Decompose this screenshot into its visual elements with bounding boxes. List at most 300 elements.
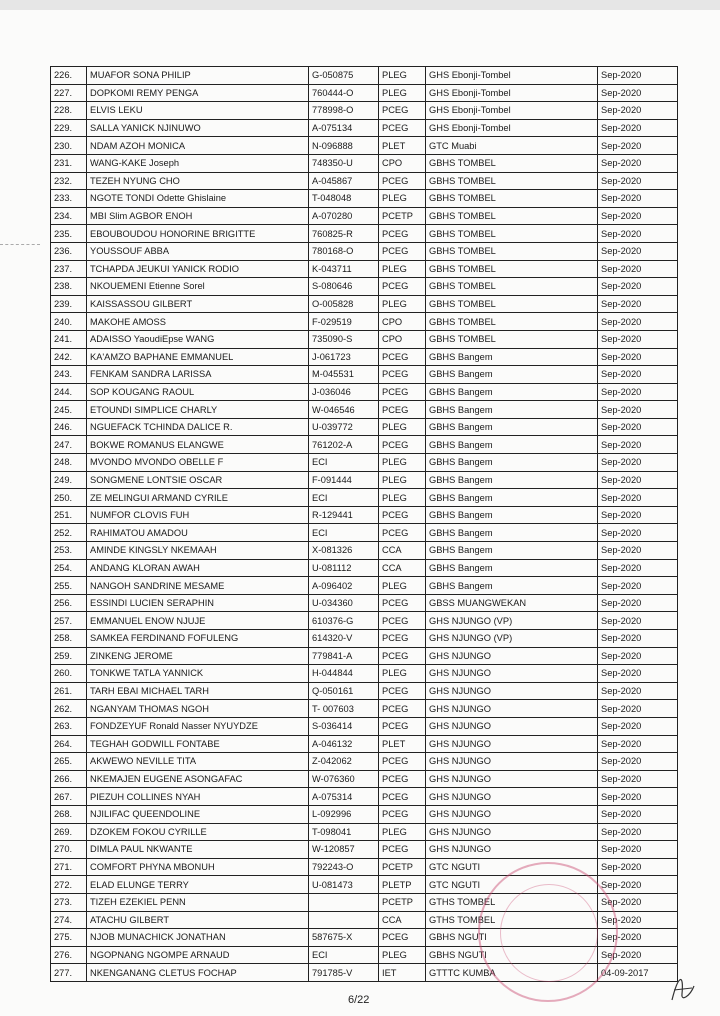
table-row (51, 700, 678, 718)
row-number-cell: 253. (51, 542, 87, 560)
matricule-cell (309, 911, 379, 929)
school-cell: GHS Ebonji-Tombel (426, 119, 598, 137)
school-cell: GBHS TOMBEL (426, 330, 598, 348)
effective-date-cell: Sep-2020 (598, 770, 678, 788)
school-cell: GBHS Bangem (426, 454, 598, 472)
row-number-cell: 242. (51, 348, 87, 366)
effective-date-cell: Sep-2020 (598, 506, 678, 524)
grade-cell: PLET (379, 137, 426, 155)
school-cell: GBHS Bangem (426, 436, 598, 454)
margin-mark (0, 244, 40, 247)
school-cell: GTC NGUTI (426, 858, 598, 876)
table-row (51, 418, 678, 436)
row-number-cell: 273. (51, 893, 87, 911)
effective-date-cell: Sep-2020 (598, 119, 678, 137)
row-number-cell: 241. (51, 330, 87, 348)
table-row (51, 805, 678, 823)
row-number-cell: 232. (51, 172, 87, 190)
school-cell: GBHS Bangem (426, 542, 598, 560)
table-row (51, 612, 678, 630)
row-number-cell: 235. (51, 225, 87, 243)
row-number-cell: 249. (51, 471, 87, 489)
row-number-cell: 245. (51, 401, 87, 419)
staff-name-cell: TONKWE TATLA YANNICK (87, 665, 309, 683)
table-row (51, 559, 678, 577)
school-cell: GHS NJUNGO (426, 770, 598, 788)
table-row (51, 577, 678, 595)
school-cell: GBHS TOMBEL (426, 313, 598, 331)
matricule-cell: 748350-U (309, 154, 379, 172)
matricule-cell: 614320-V (309, 630, 379, 648)
row-number-cell: 254. (51, 559, 87, 577)
school-cell: GBHS TOMBEL (426, 295, 598, 313)
row-number-cell: 252. (51, 524, 87, 542)
staff-name-cell: MBI Slim AGBOR ENOH (87, 207, 309, 225)
effective-date-cell: Sep-2020 (598, 630, 678, 648)
school-cell: GHS Ebonji-Tombel (426, 102, 598, 120)
matricule-cell: 760444-O (309, 84, 379, 102)
matricule-cell: S-080646 (309, 278, 379, 296)
matricule-cell: W-076360 (309, 770, 379, 788)
school-cell: GBHS NGUTI (426, 929, 598, 947)
effective-date-cell: Sep-2020 (598, 858, 678, 876)
school-cell: GHS NJUNGO (426, 788, 598, 806)
grade-cell: CPO (379, 313, 426, 331)
grade-cell: PCEG (379, 506, 426, 524)
matricule-cell: R-129441 (309, 506, 379, 524)
grade-cell: PCEG (379, 102, 426, 120)
grade-cell: PLEG (379, 823, 426, 841)
official-stamp (478, 862, 618, 1002)
school-cell: GBHS NGUTI (426, 946, 598, 964)
matricule-cell: 735090-S (309, 330, 379, 348)
grade-cell: PCEG (379, 436, 426, 454)
matricule-cell: ECI (309, 454, 379, 472)
effective-date-cell: Sep-2020 (598, 665, 678, 683)
grade-cell: CPO (379, 154, 426, 172)
effective-date-cell: Sep-2020 (598, 524, 678, 542)
matricule-cell (309, 893, 379, 911)
effective-date-cell: Sep-2020 (598, 700, 678, 718)
school-cell: GTTTC KUMBA (426, 964, 598, 982)
grade-cell: PCEG (379, 647, 426, 665)
table-row (51, 770, 678, 788)
effective-date-cell: Sep-2020 (598, 542, 678, 560)
staff-name-cell: ZE MELINGUI ARMAND CYRILE (87, 489, 309, 507)
effective-date-cell: Sep-2020 (598, 313, 678, 331)
effective-date-cell: Sep-2020 (598, 401, 678, 419)
grade-cell: PLEG (379, 946, 426, 964)
effective-date-cell: Sep-2020 (598, 172, 678, 190)
matricule-cell: ECI (309, 489, 379, 507)
staff-name-cell: BOKWE ROMANUS ELANGWE (87, 436, 309, 454)
table-row (51, 665, 678, 683)
school-cell: GHS NJUNGO (426, 823, 598, 841)
row-number-cell: 243. (51, 366, 87, 384)
staff-table (50, 66, 678, 982)
matricule-cell: W-120857 (309, 841, 379, 859)
matricule-cell: T-098041 (309, 823, 379, 841)
staff-name-cell: ATACHU GILBERT (87, 911, 309, 929)
staff-name-cell: FONDZEYUF Ronald Nasser NYUYDZE (87, 717, 309, 735)
school-cell: GHS NJUNGO (VP) (426, 612, 598, 630)
staff-name-cell: NKENGANANG CLETUS FOCHAP (87, 964, 309, 982)
school-cell: GBHS TOMBEL (426, 260, 598, 278)
school-cell: GBHS Bangem (426, 401, 598, 419)
matricule-cell: ECI (309, 946, 379, 964)
row-number-cell: 250. (51, 489, 87, 507)
table-row (51, 401, 678, 419)
staff-name-cell: RAHIMATOU AMADOU (87, 524, 309, 542)
staff-name-cell: FENKAM SANDRA LARISSA (87, 366, 309, 384)
grade-cell: PCEG (379, 278, 426, 296)
matricule-cell: A-075134 (309, 119, 379, 137)
school-cell: GBHS TOMBEL (426, 154, 598, 172)
row-number-cell: 240. (51, 313, 87, 331)
row-number-cell: 231. (51, 154, 87, 172)
matricule-cell: ECI (309, 524, 379, 542)
effective-date-cell: Sep-2020 (598, 454, 678, 472)
effective-date-cell: Sep-2020 (598, 788, 678, 806)
table-row (51, 454, 678, 472)
effective-date-cell: Sep-2020 (598, 612, 678, 630)
table-row (51, 823, 678, 841)
row-number-cell: 267. (51, 788, 87, 806)
matricule-cell: M-045531 (309, 366, 379, 384)
grade-cell: PCEG (379, 805, 426, 823)
effective-date-cell: Sep-2020 (598, 647, 678, 665)
matricule-cell: A-096402 (309, 577, 379, 595)
signature (668, 966, 698, 1006)
staff-name-cell: NANGOH SANDRINE MESAME (87, 577, 309, 595)
row-number-cell: 226. (51, 67, 87, 85)
matricule-cell: G-050875 (309, 67, 379, 85)
row-number-cell: 248. (51, 454, 87, 472)
grade-cell: PLET (379, 735, 426, 753)
matricule-cell: Q-050161 (309, 682, 379, 700)
grade-cell: PCEG (379, 225, 426, 243)
school-cell: GTHS TOMBEL (426, 893, 598, 911)
row-number-cell: 264. (51, 735, 87, 753)
effective-date-cell: Sep-2020 (598, 717, 678, 735)
staff-name-cell: PIEZUH COLLINES NYAH (87, 788, 309, 806)
staff-name-cell: MUAFOR SONA PHILIP (87, 67, 309, 85)
table-row (51, 788, 678, 806)
staff-name-cell: TARH EBAI MICHAEL TARH (87, 682, 309, 700)
row-number-cell: 274. (51, 911, 87, 929)
grade-cell: PCEG (379, 682, 426, 700)
effective-date-cell: Sep-2020 (598, 805, 678, 823)
school-cell: GHS NJUNGO (426, 841, 598, 859)
matricule-cell: X-081326 (309, 542, 379, 560)
matricule-cell: 780168-O (309, 242, 379, 260)
table-row (51, 717, 678, 735)
grade-cell: PCEG (379, 242, 426, 260)
table-row (51, 260, 678, 278)
effective-date-cell: Sep-2020 (598, 225, 678, 243)
table-row (51, 330, 678, 348)
school-cell: GHS Ebonji-Tombel (426, 84, 598, 102)
school-cell: GBHS TOMBEL (426, 172, 598, 190)
matricule-cell: 610376-G (309, 612, 379, 630)
row-number-cell: 244. (51, 383, 87, 401)
staff-name-cell: ELAD ELUNGE TERRY (87, 876, 309, 894)
effective-date-cell: Sep-2020 (598, 436, 678, 454)
grade-cell: PLEG (379, 471, 426, 489)
effective-date-cell: Sep-2020 (598, 823, 678, 841)
table-row (51, 542, 678, 560)
staff-name-cell: TIZEH EZEKIEL PENN (87, 893, 309, 911)
school-cell: GBHS Bangem (426, 348, 598, 366)
school-cell: GHS NJUNGO (426, 682, 598, 700)
grade-cell: PLEG (379, 260, 426, 278)
grade-cell: CCA (379, 911, 426, 929)
school-cell: GBHS Bangem (426, 506, 598, 524)
table-row (51, 506, 678, 524)
school-cell: GHS NJUNGO (VP) (426, 630, 598, 648)
table-row (51, 436, 678, 454)
matricule-cell: A-045867 (309, 172, 379, 190)
page-number: 6/22 (348, 994, 370, 1006)
staff-name-cell: DZOKEM FOKOU CYRILLE (87, 823, 309, 841)
matricule-cell: 760825-R (309, 225, 379, 243)
school-cell: GBHS TOMBEL (426, 278, 598, 296)
effective-date-cell: Sep-2020 (598, 418, 678, 436)
matricule-cell: N-096888 (309, 137, 379, 155)
effective-date-cell: Sep-2020 (598, 383, 678, 401)
grade-cell: PLETP (379, 876, 426, 894)
matricule-cell: A-075314 (309, 788, 379, 806)
staff-name-cell: ELVIS LEKU (87, 102, 309, 120)
school-cell: GHS Ebonji-Tombel (426, 67, 598, 85)
table-row (51, 207, 678, 225)
school-cell: GTHS TOMBEL (426, 911, 598, 929)
school-cell: GBHS TOMBEL (426, 225, 598, 243)
effective-date-cell: Sep-2020 (598, 207, 678, 225)
school-cell: GBHS Bangem (426, 524, 598, 542)
table-row (51, 313, 678, 331)
effective-date-cell: Sep-2020 (598, 489, 678, 507)
grade-cell: PCEG (379, 348, 426, 366)
school-cell: GTC Muabi (426, 137, 598, 155)
row-number-cell: 258. (51, 630, 87, 648)
effective-date-cell: Sep-2020 (598, 911, 678, 929)
staff-name-cell: NGOPNANG NGOMPE ARNAUD (87, 946, 309, 964)
effective-date-cell: Sep-2020 (598, 753, 678, 771)
table-row (51, 278, 678, 296)
effective-date-cell: Sep-2020 (598, 929, 678, 947)
matricule-cell: K-043711 (309, 260, 379, 278)
staff-name-cell: SALLA YANICK NJINUWO (87, 119, 309, 137)
matricule-cell: U-034360 (309, 594, 379, 612)
table-row (51, 366, 678, 384)
staff-name-cell: ZINKENG JEROME (87, 647, 309, 665)
effective-date-cell: Sep-2020 (598, 893, 678, 911)
staff-name-cell: MVONDO MVONDO OBELLE F (87, 454, 309, 472)
staff-name-cell: DIMLA PAUL NKWANTE (87, 841, 309, 859)
matricule-cell: 761202-A (309, 436, 379, 454)
grade-cell: PLEG (379, 418, 426, 436)
row-number-cell: 228. (51, 102, 87, 120)
row-number-cell: 266. (51, 770, 87, 788)
grade-cell: PCETP (379, 893, 426, 911)
row-number-cell: 276. (51, 946, 87, 964)
matricule-cell: 791785-V (309, 964, 379, 982)
grade-cell: PLEG (379, 454, 426, 472)
matricule-cell: 779841-A (309, 647, 379, 665)
row-number-cell: 239. (51, 295, 87, 313)
matricule-cell: F-091444 (309, 471, 379, 489)
staff-name-cell: MAKOHE AMOSS (87, 313, 309, 331)
matricule-cell: H-044844 (309, 665, 379, 683)
matricule-cell: U-081473 (309, 876, 379, 894)
staff-name-cell: NDAM AZOH MONICA (87, 137, 309, 155)
matricule-cell: T-048048 (309, 190, 379, 208)
table-row (51, 225, 678, 243)
matricule-cell: 792243-O (309, 858, 379, 876)
effective-date-cell: Sep-2020 (598, 348, 678, 366)
table-row (51, 630, 678, 648)
school-cell: GBHS Bangem (426, 559, 598, 577)
effective-date-cell: Sep-2020 (598, 295, 678, 313)
grade-cell: PCEG (379, 524, 426, 542)
matricule-cell: A-046132 (309, 735, 379, 753)
grade-cell: PLEG (379, 84, 426, 102)
row-number-cell: 227. (51, 84, 87, 102)
staff-name-cell: AMINDE KINGSLY NKEMAAH (87, 542, 309, 560)
grade-cell: PCEG (379, 841, 426, 859)
effective-date-cell: Sep-2020 (598, 471, 678, 489)
effective-date-cell: Sep-2020 (598, 330, 678, 348)
effective-date-cell: Sep-2020 (598, 67, 678, 85)
grade-cell: IET (379, 964, 426, 982)
table-row (51, 471, 678, 489)
grade-cell: PCEG (379, 612, 426, 630)
staff-name-cell: KA'AMZO BAPHANE EMMANUEL (87, 348, 309, 366)
effective-date-cell: 04-09-2017 (598, 964, 678, 982)
grade-cell: PCEG (379, 401, 426, 419)
effective-date-cell: Sep-2020 (598, 841, 678, 859)
table-row (51, 735, 678, 753)
school-cell: GHS NJUNGO (426, 717, 598, 735)
row-number-cell: 270. (51, 841, 87, 859)
school-cell: GBHS Bangem (426, 471, 598, 489)
staff-name-cell: WANG-KAKE Joseph (87, 154, 309, 172)
row-number-cell: 277. (51, 964, 87, 982)
staff-name-cell: SONGMENE LONTSIE OSCAR (87, 471, 309, 489)
table-row (51, 190, 678, 208)
grade-cell: PCEG (379, 929, 426, 947)
matricule-cell: 587675-X (309, 929, 379, 947)
effective-date-cell: Sep-2020 (598, 735, 678, 753)
school-cell: GBHS Bangem (426, 366, 598, 384)
school-cell: GBHS TOMBEL (426, 242, 598, 260)
table-row (51, 594, 678, 612)
table-row (51, 295, 678, 313)
matricule-cell: F-029519 (309, 313, 379, 331)
staff-name-cell: TEGHAH GODWILL FONTABE (87, 735, 309, 753)
effective-date-cell: Sep-2020 (598, 260, 678, 278)
staff-name-cell: NGANYAM THOMAS NGOH (87, 700, 309, 718)
grade-cell: PCEG (379, 366, 426, 384)
row-number-cell: 230. (51, 137, 87, 155)
effective-date-cell: Sep-2020 (598, 190, 678, 208)
school-cell: GHS NJUNGO (426, 735, 598, 753)
matricule-cell: U-081112 (309, 559, 379, 577)
table-row (51, 383, 678, 401)
row-number-cell: 257. (51, 612, 87, 630)
staff-name-cell: NKEMAJEN EUGENE ASONGAFAC (87, 770, 309, 788)
row-number-cell: 260. (51, 665, 87, 683)
effective-date-cell: Sep-2020 (598, 577, 678, 595)
row-number-cell: 275. (51, 929, 87, 947)
staff-name-cell: ADAISSO YaoudiEpse WANG (87, 330, 309, 348)
school-cell: GHS NJUNGO (426, 647, 598, 665)
table-row (51, 137, 678, 155)
matricule-cell: 778998-O (309, 102, 379, 120)
school-cell: GHS NJUNGO (426, 753, 598, 771)
row-number-cell: 261. (51, 682, 87, 700)
school-cell: GBHS Bangem (426, 489, 598, 507)
grade-cell: PCETP (379, 207, 426, 225)
table-row (51, 67, 678, 85)
grade-cell: PCEG (379, 770, 426, 788)
table-row (51, 242, 678, 260)
effective-date-cell: Sep-2020 (598, 594, 678, 612)
grade-cell: PCETP (379, 858, 426, 876)
effective-date-cell: Sep-2020 (598, 242, 678, 260)
row-number-cell: 272. (51, 876, 87, 894)
table-row (51, 682, 678, 700)
row-number-cell: 265. (51, 753, 87, 771)
grade-cell: PLEG (379, 295, 426, 313)
table-row (51, 647, 678, 665)
table-row (51, 119, 678, 137)
school-cell: GBHS Bangem (426, 383, 598, 401)
staff-name-cell: YOUSSOUF ABBA (87, 242, 309, 260)
grade-cell: PCEG (379, 630, 426, 648)
table-row (51, 348, 678, 366)
matricule-cell: A-070280 (309, 207, 379, 225)
row-number-cell: 246. (51, 418, 87, 436)
effective-date-cell: Sep-2020 (598, 154, 678, 172)
matricule-cell: Z-042062 (309, 753, 379, 771)
effective-date-cell: Sep-2020 (598, 559, 678, 577)
row-number-cell: 262. (51, 700, 87, 718)
staff-name-cell: ANDANG KLORAN AWAH (87, 559, 309, 577)
staff-name-cell: SAMKEA FERDINAND FOFULENG (87, 630, 309, 648)
matricule-cell: T- 007603 (309, 700, 379, 718)
staff-name-cell: NJILIFAC QUEENDOLINE (87, 805, 309, 823)
grade-cell: CCA (379, 559, 426, 577)
staff-name-cell: EMMANUEL ENOW NJUJE (87, 612, 309, 630)
grade-cell: CPO (379, 330, 426, 348)
grade-cell: PLEG (379, 67, 426, 85)
staff-name-cell: NJOB MUNACHICK JONATHAN (87, 929, 309, 947)
staff-name-cell: DOPKOMI REMY PENGA (87, 84, 309, 102)
table-row (51, 841, 678, 859)
school-cell: GHS NJUNGO (426, 665, 598, 683)
row-number-cell: 247. (51, 436, 87, 454)
effective-date-cell: Sep-2020 (598, 946, 678, 964)
staff-table-body (51, 67, 678, 982)
school-cell: GBSS MUANGWEKAN (426, 594, 598, 612)
matricule-cell: J-036046 (309, 383, 379, 401)
row-number-cell: 263. (51, 717, 87, 735)
row-number-cell: 256. (51, 594, 87, 612)
staff-name-cell: COMFORT PHYNA MBONUH (87, 858, 309, 876)
staff-name-cell: NGOTE TONDI Odette Ghislaine (87, 190, 309, 208)
